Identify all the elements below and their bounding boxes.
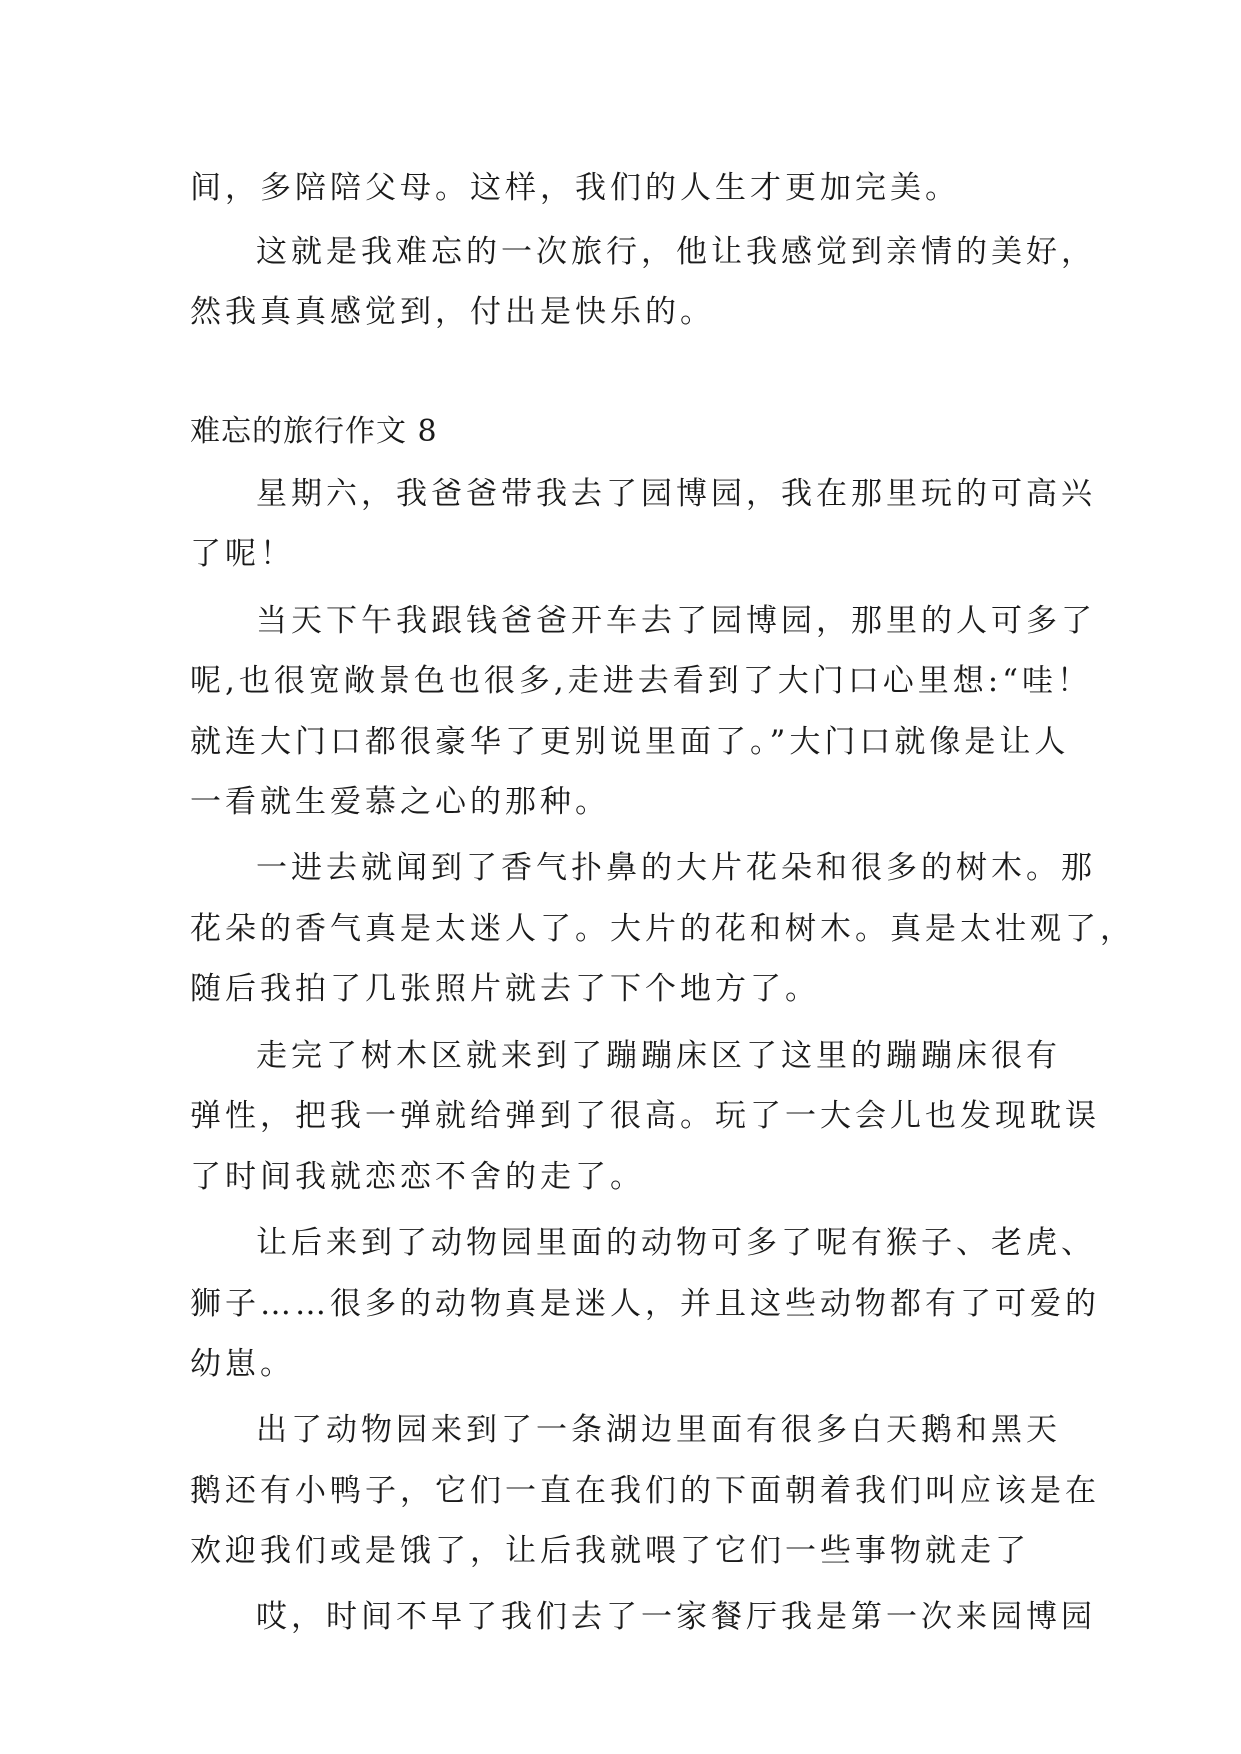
text-line: 鹅还有小鸭子，它们一直在我们的下面朝着我们叫应该是在 bbox=[190, 1473, 1100, 1509]
text-line: 弹性，把我一弹就给弹到了很高。玩了一大会儿也发现耽误 bbox=[190, 1098, 1100, 1134]
text-line: 星期六，我爸爸带我去了园博园，我在那里玩的可高兴 bbox=[256, 476, 1096, 512]
text-line: 狮子……很多的动物真是迷人，并且这些动物都有了可爱的 bbox=[190, 1286, 1100, 1322]
section-title: 难忘的旅行作文 8 bbox=[190, 414, 438, 449]
text-line: 间，多陪陪父母。这样，我们的人生才更加完美。 bbox=[190, 170, 960, 206]
text-line: 当天下午我跟钱爸爸开车去了园博园，那里的人可多了 bbox=[256, 603, 1096, 639]
text-line: 哎，时间不早了我们去了一家餐厅我是第一次来园博园 bbox=[256, 1599, 1096, 1635]
text-line: 幼崽。 bbox=[190, 1346, 295, 1382]
text-line: 然我真真感觉到，付出是快乐的。 bbox=[190, 294, 715, 330]
text-line: 呢,也很宽敞景色也很多,走进去看到了大门口心里想:“哇！ bbox=[190, 663, 1092, 699]
text-line: 一进去就闻到了香气扑鼻的大片花朵和很多的树木。那 bbox=[256, 850, 1096, 886]
text-line: 让后来到了动物园里面的动物可多了呢有猴子、老虎、 bbox=[256, 1225, 1096, 1261]
text-line: 欢迎我们或是饿了，让后我就喂了它们一些事物就走了 bbox=[190, 1533, 1030, 1569]
text-line: 就连大门口都很豪华了更别说里面了。”大门口就像是让人 bbox=[190, 724, 1070, 760]
text-line: 走完了树木区就来到了蹦蹦床区了这里的蹦蹦床很有 bbox=[256, 1038, 1061, 1074]
text-line: 了时间我就恋恋不舍的走了。 bbox=[190, 1159, 645, 1195]
text-line: 随后我拍了几张照片就去了下个地方了。 bbox=[190, 971, 820, 1007]
text-line: 一看就生爱慕之心的那种。 bbox=[190, 784, 610, 820]
text-line: 了呢！ bbox=[190, 536, 295, 572]
text-line: 出了动物园来到了一条湖边里面有很多白天鹅和黑天 bbox=[256, 1412, 1061, 1448]
text-line: 花朵的香气真是太迷人了。大片的花和树木。真是太壮观了， bbox=[190, 911, 1135, 947]
text-line: 这就是我难忘的一次旅行，他让我感觉到亲情的美好， bbox=[256, 234, 1096, 270]
